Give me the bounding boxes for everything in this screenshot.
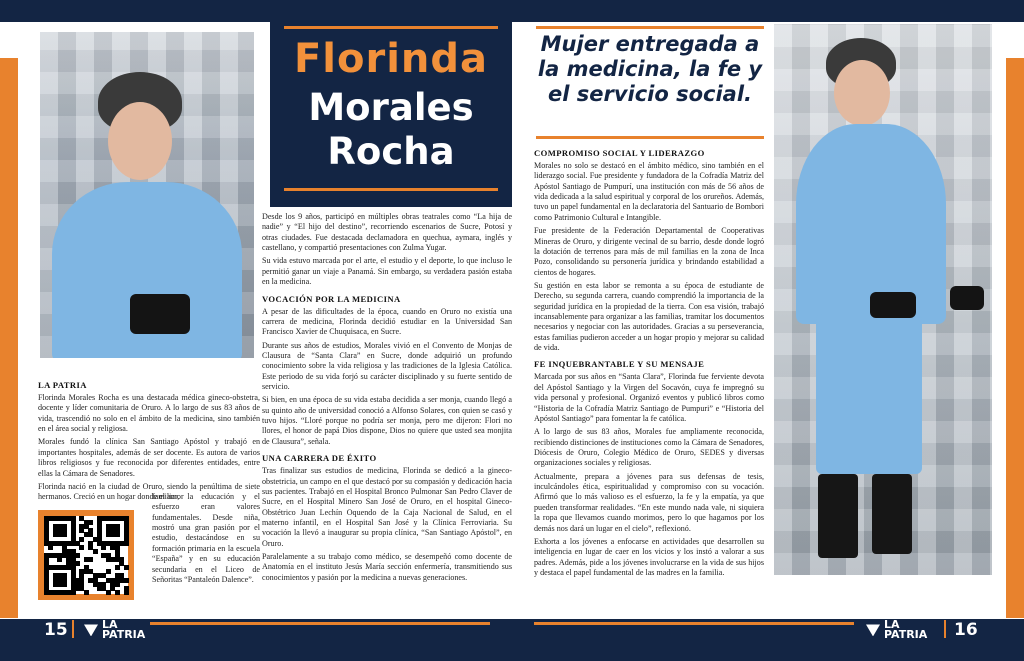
title-last-name: Rocha [327, 130, 455, 173]
paragraph: A pesar de las dificultades de la época, cuando en Oruro no existía una carrera de medicina, Florinda decidió estudiar en la Universidad San Francisco Xavier de Chuquisaca, en Sucre. [262, 306, 512, 337]
qr-module [124, 541, 129, 546]
left-column [38, 374, 260, 506]
qr-code-frame[interactable] [38, 510, 134, 600]
middle-column [262, 212, 512, 586]
qr-module [106, 569, 111, 574]
qr-module [57, 557, 62, 562]
right-accent-bar [1006, 58, 1024, 618]
logo-text [102, 620, 145, 641]
subtitle: Mujer entregada a la medicina, la fe y el servicio social. [537, 32, 763, 107]
qr-module [106, 590, 111, 595]
qr-module [124, 590, 129, 595]
logo-text [884, 620, 927, 641]
qr-module [62, 582, 67, 587]
qr-module [115, 532, 120, 537]
title-rule-top [284, 26, 498, 29]
qr-module [75, 553, 80, 558]
qr-module [115, 590, 120, 595]
qr-module [79, 537, 84, 542]
logo-left [84, 620, 145, 641]
qr-module [84, 590, 89, 595]
section-heading-vocacion: VOCACIÓN POR LA MEDICINA [262, 293, 401, 304]
boot [818, 474, 858, 558]
paragraph: Morales fundó la clínica San Santiago Apóstol y trabajó en importantes hospitales, además de ser docente. Es autora de varios libros religiosos y fue reconocida por diferentes entidades, entre ellas la Cámara de Senadores. [38, 437, 260, 478]
qr-module [48, 545, 53, 550]
title-first-name: Florinda [293, 36, 489, 82]
glove [950, 286, 984, 310]
paragraph: Su gestión en esta labor se remonta a su época de estudiante de Derecho, su segunda carrera, cuando comprendió la importancia de la seguridad jurídica en la propiedad de la tierra. Con esa visión, trabajó incansablemente para organizar a las familias, tramitar los documentos necesarios y negociar con las autoridades. Gracias a su perseverancia, estas familias pudieron acceder a un hogar propio y mejorar su calidad de vida. [534, 280, 764, 353]
qr-code-icon[interactable] [44, 516, 128, 594]
section-heading-compromiso: COMPROMISO SOCIAL Y LIDERAZGO [534, 148, 705, 158]
paragraph: Florinda nació en la ciudad de Oruro, siendo la penúltima de siete hermanos. Creció en un hogar donde el amor [38, 481, 260, 502]
paragraph: Exhorta a los jóvenes a enfocarse en actividades que desarrollen su inteligencia en lugar de caer en los vicios y los instó a valorar a sus padres. Además, pide a los jóvenes involucrarse en la vida de sus hijos y destaca el papel fundamental de las madres en la familia. [534, 536, 764, 577]
footer-rule-left [150, 622, 490, 625]
left-accent-bar [0, 58, 18, 618]
qr-module [71, 590, 76, 595]
face [834, 60, 890, 126]
title-middle-name: Morales [308, 86, 474, 129]
paragraph: Durante sus años de estudios, Morales vivió en el Convento de Monjas de Clausura de “Santa Clara” en Sucre, donde adquirió un profundo conocimiento sobre la vida religiosa y las tradiciones de la Iglesia Católica. Este periodo de su vida forjó su carácter disciplinado y su fuerte sentido de servicio. [262, 340, 512, 392]
qr-module [88, 557, 93, 562]
paragraph: A lo largo de sus 83 años, Morales fue ampliamente reconocida, recibiendo distinciones de instituciones como la Cámara de Senadores, Diócesis de Oruro, Colegio Médico de Oruro, SEDES y diversas organizaciones sociales y religiosas. [534, 427, 764, 468]
logo-line1: LA [884, 618, 900, 631]
footer-separator-right [944, 620, 946, 638]
qr-module [124, 565, 129, 570]
paragraph: Fue presidente de la Federación Departamental de Cooperativas Mineras de Oruro, y dirigente vecinal de su barrio, desde donde logró la dotación de terrenos para más de mil familias en la zona de Inca Pozo, consolidando su personería jurídica y brindando estabilidad a cientos de hogares. [534, 226, 764, 277]
boot [872, 474, 912, 554]
section-heading-fe: FE INQUEBRANTABLE Y SU MENSAJE [534, 359, 705, 370]
footer-rule-right [534, 622, 854, 625]
qr-module [62, 532, 67, 537]
title-rule-bottom [284, 188, 498, 191]
paragraph: Desde los 9 años, participó en múltiples obras teatrales como “La hija de nadie” y “El hijo del destino”, recorriendo escenarios de Sucre, Potosí y otras ciudades. Fue destacada declamadora en quechua, aymara, inglés y castellano, y compartió presentaciones con Zulma Yugar. [262, 212, 512, 253]
logo-line2: PATRIA [102, 628, 146, 642]
qr-module [115, 565, 120, 570]
subtitle-rule-top [536, 26, 764, 29]
logo-line2: PATRIA [884, 628, 928, 642]
qr-module [75, 561, 80, 566]
top-band-left [0, 0, 512, 22]
qr-module [79, 545, 84, 550]
blue-trousers [816, 314, 922, 474]
section-heading-la-patria: LA PATRIA [38, 380, 87, 390]
right-column [534, 148, 764, 581]
glove [870, 292, 916, 318]
page-number-right: 16 [954, 620, 978, 640]
qr-module [93, 549, 98, 554]
paragraph: Tras finalizar sus estudios de medicina, Florinda se dedicó a la gineco-obstetricia, un campo en el que destacó por su compasión y dedicación hacia sus pacientes. Trabajó en el Hospital Bronco Pulmonar San Pedro Claver de Sucre, en el Hospital Minero San José de Oruro, en el hospital Gineco-Obstétrico Juan Lechín Oquendo de la Caja Nacional de Salud, en el materno infantil, en el Hospital San José y la Clínica Ferroviaria. Su vocación la llevó a inaugurar su propia clínica, “San Santiago Apóstol”, en Oruro. [262, 466, 512, 548]
paragraph: Paralelamente a su trabajo como médico, se desempeñó como docente de Anatomía en el instituto Jesús María sección enfermería, transmitiendo sus conocimientos y pasión por la medicina a nuevas generaciones. [262, 552, 512, 582]
logo-mark-icon [84, 622, 98, 638]
left-column-lower [152, 492, 260, 588]
logo-line1: LA [102, 618, 118, 631]
logo-mark-icon [866, 622, 880, 638]
paragraph: familiar, la educación y el esfuerzo eran valores fundamentales. Desde niña, mostró una gran pasión por el estudio, destacándose en su formación primaria en la escuela “España” y en su educación secundaria en el Liceo de Señoritas “Pantaleón Dalence”. [152, 492, 260, 584]
subtitle-rule-bottom [536, 136, 764, 139]
portrait-photo-seated [38, 30, 256, 360]
glove [130, 294, 190, 334]
qr-module [124, 578, 129, 583]
face [108, 102, 172, 180]
paragraph: Morales no solo se destacó en el ámbito médico, sino también en el liderazgo social. Fue presidente y fundadora de la Cofradía Matriz del Apóstol Santiago de Pumpurí, una institución con más de 56 años de vida dedicada a la salud espiritual y corporal de los orureños. Además, tuvo un papel fundamental en la declaratoria del Santuario de Bombori como Patrimonio Cultural e Intangible. [534, 161, 764, 222]
qr-module [88, 520, 93, 525]
qr-module [101, 545, 106, 550]
logo-right [866, 620, 927, 641]
section-heading-carrera: UNA CARRERA DE ÉXITO [262, 453, 377, 464]
paragraph: Actualmente, prepara a jóvenes para sus defensas de tesis, inculcándoles ética, espiritualidad y compromiso con su vocación. Afirmó que lo más valioso es el esfuerzo, la fe y la empatía, ya que pueden transformar realidades. “En este mundo nada vale, ni siquiera la ropa que llevamos cuando morimos, pero lo que hagamos por los demás nos dará un lugar en el cielo”, reflexionó. [534, 471, 764, 533]
paragraph: Su vida estuvo marcada por el arte, el estudio y el deporte, lo que incluso le permitió ganar un viaje a Panamá. Sin embargo, su verdadera pasión estaba en la medicina. [262, 256, 512, 287]
paragraph: Si bien, en una época de su vida estaba decidida a ser monja, cuando llegó a su quinto año de universidad conoció a Alfonso Solares, con quien se casó y tuvo hijos. “Lloré porque no podría ser monja, pero me dijeron: Flori no llores, el honor de papá Dios dispone, Dios no quiere que usted sea monjita de Clausura”, señala. [262, 395, 512, 446]
top-band-right [512, 0, 1024, 22]
qr-module [115, 582, 120, 587]
page-number-left: 15 [44, 620, 68, 640]
paragraph: Florinda Morales Rocha es una destacada médica gineco-obstetra, docente y líder comunitaria de Oruro. A lo largo de sus 83 años de vida, trascendió no solo en el ámbito de la medicina, sino también en el área social y religiosa. [38, 393, 260, 434]
portrait-photo-standing [772, 22, 994, 577]
footer-separator-left [72, 620, 74, 638]
paragraph: Marcada por sus años en “Santa Clara”, Florinda fue ferviente devota del Apóstol Santiago y la Virgen del Socavón, cuya fe impregnó su vida personal y profesional. Organizó eventos y publicó libros como “Historia de la Cofradía Matriz Santiago de Pumpuri” e “Historia del Apóstol Santiago” para fomentar la fe católica. [534, 372, 764, 423]
